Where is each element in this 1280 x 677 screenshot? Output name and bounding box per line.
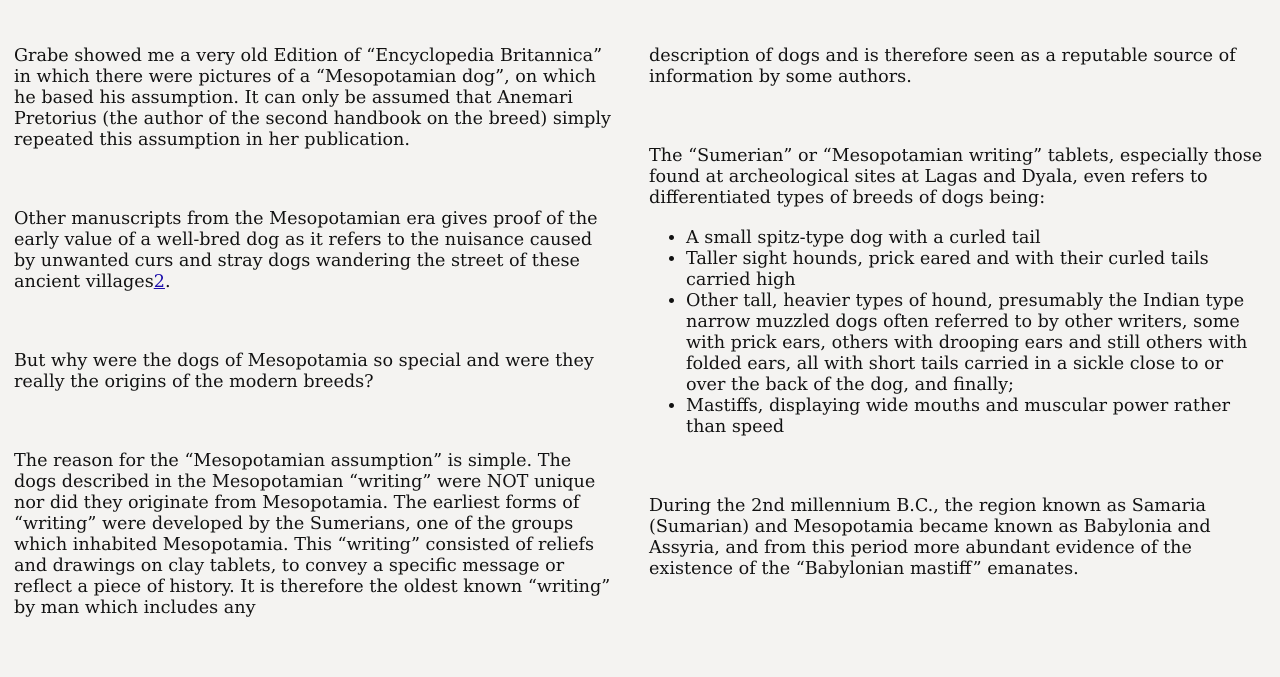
right-column xyxy=(649,46,1264,638)
paragraph-manuscripts xyxy=(14,209,614,293)
paragraph-tablets: The “Sumerian” or “Mesopotamian writing” tablets, especially those found at archeological sites at Lagas and Dyala, even refers to differentiated types of breeds of dogs being: xyxy=(649,146,1263,208)
footnote-link-2[interactable]: 2 xyxy=(153,272,165,292)
left-column xyxy=(14,46,614,677)
list-item: • Mastiffs, displaying wide mouths and muscular power rather than speed xyxy=(686,396,1264,438)
paragraph-manuscripts-text: Other manuscripts from the Mesopotamian era gives proof of the early value of a well-bred dog as it refers to the nuisance caused by unwanted curs and stray dogs wandering the street of these ancient villages xyxy=(14,209,598,292)
paragraph-question: But why were the dogs of Mesopotamia so special and were they really the origins of the modern breeds? xyxy=(14,351,594,392)
paragraph-encyclopedia: Grabe showed me a very old Edition of “Encyclopedia Britannica” in which there were pictures of a “Mesopotamian dog”, on which he based his assumption. It can only be assumed that Anemari Pretorius (the author of the second handbook on the breed) simply repeated this assumption in her publication. xyxy=(14,46,611,150)
paragraph-reason: The reason for the “Mesopotamian assumption” is simple. The dogs described in the Mesopotamian “writing” were NOT unique nor did they originate from Mesopotamia. The earliest forms of “writing” were developed by the Sumerians, one of the groups which inhabited Mesopotamia. This “writing” consisted of reliefs and drawings on clay tablets, to convey a specific message or reflect a piece of history. It is therefore the oldest known “writing” by man which includes any xyxy=(14,451,611,618)
dog-types-list xyxy=(649,228,1264,438)
list-item: • Taller sight hounds, prick eared and with their curled tails carried high xyxy=(686,249,1264,291)
paragraph-description: description of dogs and is therefore seen as a reputable source of information by some authors. xyxy=(649,46,1236,87)
paragraph-babylonia: During the 2nd millennium B.C., the region known as Samaria (Sumarian) and Mesopotamia became known as Babylonia and Assyria, and from this period more abundant evidence of the existence of the “Babylonian mastiff” emanates. xyxy=(649,496,1211,579)
paragraph-manuscripts-end: . xyxy=(164,272,171,292)
list-item: • Other tall, heavier types of hound, presumably the Indian type narrow muzzled dogs often referred to by other writers, some with prick ears, others with drooping ears and still others with folded ears, all with short tails carried in a sickle close to or over the back of the dog, and finally; xyxy=(686,291,1264,396)
list-item: • A small spitz-type dog with a curled tail xyxy=(686,228,1264,249)
